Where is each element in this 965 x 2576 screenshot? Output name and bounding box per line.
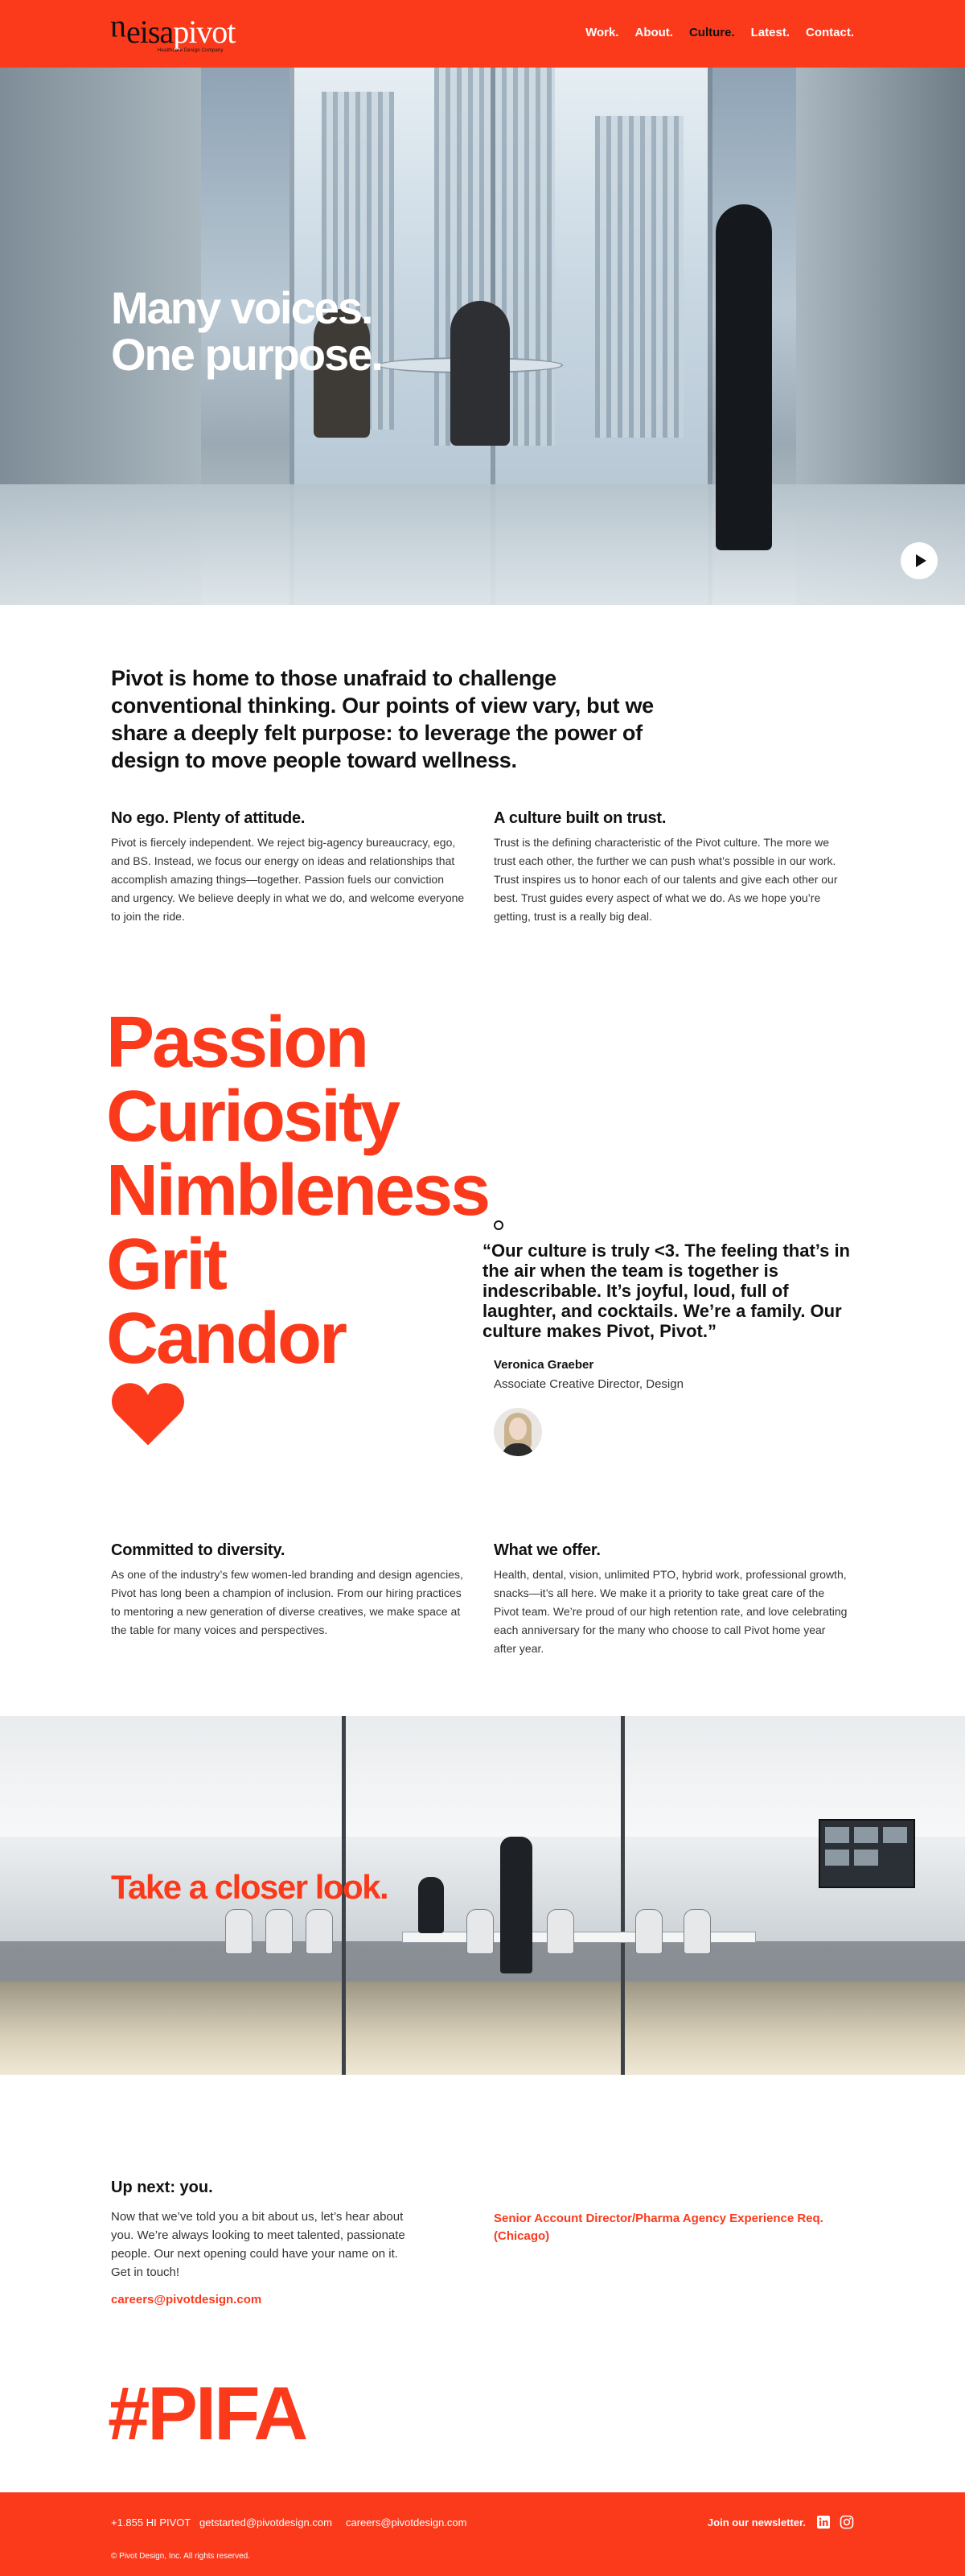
values-list [106, 1002, 489, 1379]
office-floor [0, 1981, 965, 2075]
glass-wall-right [621, 1716, 625, 2075]
column-no-ego [111, 808, 465, 926]
office-person-standing [500, 1837, 532, 1973]
value-candor: Candor [106, 1298, 345, 1379]
job-opening-link[interactable]: Senior Account Director/Pharma Agency Experience Req. (Chicago) [494, 2212, 823, 2243]
column-body: Trust is the defining characteristic of the Pivot culture. The more we trust each other, the further we can push what’s possible in our work. Trust inspires us to honor each of our talents and give each other our best. Trust guides every aspect of what we do. As we hope you’re getting, trust is a really big deal. [494, 836, 838, 923]
footer-phone-link[interactable]: +1.855 HI PIVOT [111, 2516, 191, 2529]
column-heading: No ego. Plenty of attitude. [111, 809, 306, 827]
office-title: Take a closer look. [111, 1868, 388, 1906]
upnext-heading: Up next: you. [111, 2179, 213, 2196]
nav-work[interactable]: Work. [585, 26, 619, 39]
value-nimbleness: Nimbleness [106, 1150, 489, 1231]
nav-culture[interactable]: Culture. [688, 26, 735, 39]
loading-spinner-icon [494, 1220, 503, 1230]
logo-mark: ueisapivot [111, 14, 236, 51]
main-nav [585, 25, 854, 41]
column-body: Pivot is fiercely independent. We reject big-agency bureaucracy, ego, and BS. Instead, we focus our energy on ideas and relationships that accomplish amazing things—together. Passion fuels our conviction and urgency. We believe deeply in what we do, and welcome everyone to join the ride. [111, 836, 465, 923]
careers-email-link[interactable]: careers@pivotdesign.com [111, 2293, 262, 2306]
office-screen [819, 1819, 915, 1888]
footer-getstarted-email[interactable]: getstarted@pivotdesign.com [199, 2516, 332, 2529]
play-icon [916, 554, 926, 567]
play-video-button[interactable] [901, 542, 938, 579]
linkedin-icon[interactable] [816, 2515, 831, 2529]
instagram-icon[interactable] [840, 2515, 854, 2529]
hero-video [0, 68, 965, 605]
column-trust [494, 808, 848, 926]
hero-title: Many voices. One purpose. [111, 282, 382, 380]
value-grit: Grit [106, 1224, 226, 1305]
hero-floor [0, 484, 965, 605]
testimonial-quote: “Our culture is truly <3. The feeling that’s in the air when the team is together is indescribable. It’s joyful, loud, full of laughter, and cocktails. We’re a family. Our culture makes Pivot, Pivot.” [482, 1241, 850, 1341]
hero-person-right [716, 204, 772, 550]
column-body: As one of the industry’s few women-led branding and design agencies, Pivot has long been a champion of inclusion. From our hiring practices to mentoring a new generation of diverse creatives, we make space at the table for many voices and perspectives. [111, 1568, 463, 1636]
office-person-seated [418, 1877, 444, 1933]
site-header [0, 0, 965, 68]
nav-latest[interactable]: Latest. [750, 26, 790, 39]
logo-tagline: Healthcare Design Company [158, 48, 224, 53]
column-heading: Committed to diversity. [111, 1541, 285, 1559]
hashtag: #PIFA [108, 2371, 306, 2455]
testimonial-avatar [494, 1408, 542, 1456]
nav-about[interactable]: About. [634, 26, 673, 39]
footer-careers-email[interactable]: careers@pivotdesign.com [346, 2516, 467, 2529]
column-diversity [111, 1540, 465, 1640]
nav-contact[interactable]: Contact. [806, 26, 854, 39]
heart-icon [111, 1380, 185, 1447]
column-heading: A culture built on trust. [494, 809, 667, 827]
pivot-logo[interactable] [111, 14, 272, 55]
column-heading: What we offer. [494, 1541, 601, 1559]
column-body: Health, dental, vision, unlimited PTO, hybrid work, professional growth, snacks—it’s all here. We make it a priority to take great care of the Pivot team. We’re proud of our high retention rate, and love celebrating each anniversary for the many who choose to call Pivot home year after year. [494, 1568, 848, 1655]
value-passion: Passion [106, 1002, 368, 1083]
value-curiosity: Curiosity [106, 1076, 399, 1157]
hero-person-center [450, 301, 510, 446]
column-offer [494, 1540, 848, 1658]
site-footer [0, 2492, 965, 2576]
testimonial-name: Veronica Graeber [494, 1358, 594, 1372]
intro-statement: Pivot is home to those unafraid to challenge conventional thinking. Our points of view vary, but we share a deeply felt purpose: to leverage the power of design to move people toward wellness. [111, 666, 654, 772]
upnext-body: Now that we’ve told you a bit about us, let’s hear about you. We’re always looking to meet talented, passionate people. Our next opening could have your name on it. Get in touch! [111, 2210, 405, 2279]
testimonial-role: Associate Creative Director, Design [494, 1377, 684, 1391]
copyright: © Pivot Design, Inc. All rights reserved. [111, 2552, 250, 2561]
newsletter-link[interactable]: Join our newsletter. [707, 2516, 806, 2529]
